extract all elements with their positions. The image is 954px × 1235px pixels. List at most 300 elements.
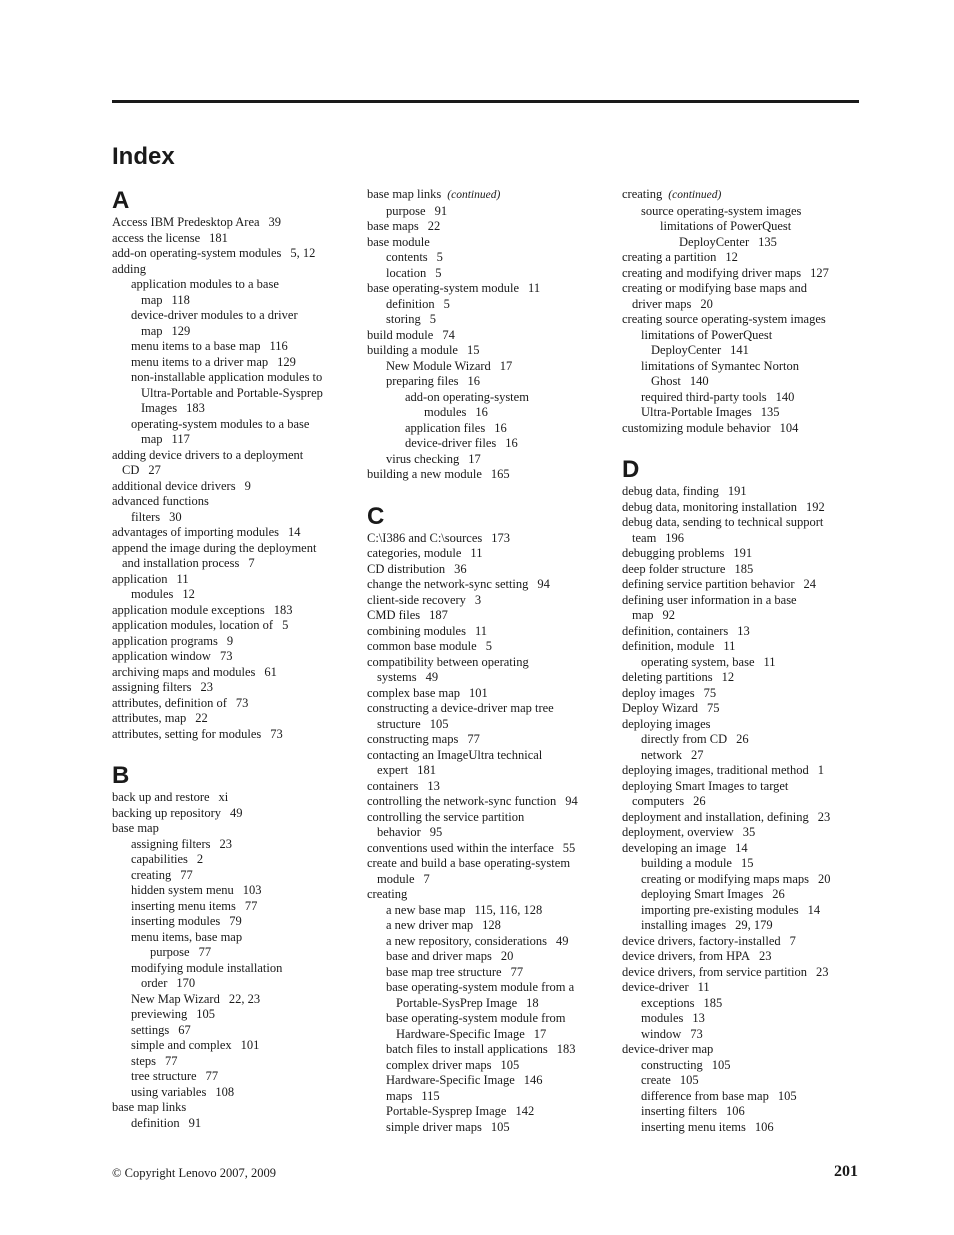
page-reference: 105	[490, 1119, 510, 1134]
index-term: compatibility between operating	[367, 654, 529, 669]
index-entry	[112, 899, 352, 915]
page-reference: 23	[817, 809, 831, 824]
index-term: capabilities	[131, 852, 188, 866]
page-reference: 23	[200, 680, 214, 694]
index-entry	[622, 1011, 862, 1027]
index-entry	[367, 1011, 607, 1027]
page-reference: 16	[494, 420, 507, 435]
index-term: advantages of importing modules	[112, 525, 279, 539]
section-letter: C	[367, 502, 385, 530]
index-term: Portable-Sysprep Image	[386, 1104, 507, 1118]
index-entry	[622, 235, 862, 251]
page-reference: 35	[742, 825, 756, 839]
index-entry	[367, 562, 607, 578]
index-term: creating	[131, 867, 172, 882]
page-reference: 73	[235, 695, 249, 710]
page-reference: 27	[690, 747, 704, 762]
index-entry	[367, 996, 607, 1012]
index-entry	[112, 883, 352, 899]
index-term: deploy images	[622, 685, 695, 700]
index-term: device-driver files	[405, 436, 497, 450]
index-term: steps	[131, 1053, 156, 1068]
index-entry	[367, 452, 607, 468]
index-term: developing an image	[622, 840, 727, 855]
index-entry	[622, 390, 862, 406]
index-term: Images	[141, 401, 178, 415]
index-term: complex base map	[367, 685, 461, 700]
page-number: 201	[834, 1163, 858, 1180]
page-reference: 115, 116, 128	[474, 902, 543, 917]
index-term: build module	[367, 327, 434, 342]
index-term: combining modules	[367, 623, 466, 638]
index-term: add-on operating-system	[405, 389, 529, 404]
page-reference: 128	[482, 918, 501, 932]
page-reference: 23	[816, 964, 829, 979]
page-reference: 17	[533, 1026, 547, 1041]
index-entry	[367, 577, 607, 593]
index-entry	[367, 359, 607, 375]
index-term: creating or modifying maps maps	[641, 871, 810, 886]
index-entry	[622, 732, 862, 748]
index-entry	[112, 215, 352, 231]
index-entry	[112, 1054, 352, 1070]
index-entry	[367, 436, 607, 452]
index-term: base map links	[112, 1100, 187, 1114]
index-term: building a module	[641, 856, 732, 870]
index-term: back up and restore	[112, 790, 210, 804]
index-entry	[367, 918, 607, 934]
index-term: application modules to a base	[131, 277, 279, 291]
index-entry	[112, 976, 352, 992]
index-entry	[112, 308, 352, 324]
copyright-notice: © Copyright Lenovo 2007, 2009	[112, 1166, 277, 1180]
page-reference: 118	[171, 292, 190, 307]
index-term: menu items to a driver map	[131, 354, 269, 369]
index-entry	[367, 204, 607, 220]
index-entry	[112, 1038, 352, 1054]
page-reference: 55	[562, 840, 576, 855]
index-entry	[112, 262, 352, 278]
index-entry	[112, 868, 352, 884]
index-entry	[367, 903, 607, 919]
index-term: backing up repository	[112, 805, 222, 820]
page-reference: 91	[188, 1115, 202, 1130]
index-entry	[367, 887, 607, 903]
page-reference: 23	[759, 949, 772, 963]
index-entry	[112, 355, 352, 371]
page-reference: 13	[737, 623, 750, 638]
page-reference: 17	[468, 451, 481, 466]
index-entry	[367, 390, 607, 406]
page-reference: 12	[725, 250, 738, 264]
index-term: preparing files	[386, 374, 459, 388]
index-term: simple and complex	[131, 1038, 232, 1052]
page-reference: 77	[180, 867, 193, 882]
index-term: a new repository, considerations	[386, 933, 547, 948]
page-reference: 94	[565, 794, 578, 808]
page-reference: 77	[244, 898, 258, 913]
index-term: creating	[367, 887, 408, 901]
page-reference: 140	[775, 389, 795, 404]
page-reference: 13	[692, 1011, 705, 1025]
index-term: contents	[386, 250, 428, 264]
index-entry	[112, 696, 352, 712]
page-reference: 49	[230, 805, 243, 820]
index-term: behavior	[377, 825, 421, 839]
index-entry	[622, 405, 862, 421]
index-term: filters	[131, 509, 161, 524]
page-reference: 92	[662, 608, 676, 622]
index-entry	[367, 655, 607, 671]
index-entry	[112, 556, 352, 572]
page-reference: 5	[429, 312, 436, 326]
index-term: deploying Smart Images to target	[622, 778, 789, 793]
index-entry	[112, 386, 352, 402]
index-entry	[622, 312, 862, 328]
page-title: Index	[112, 143, 175, 170]
index-entry	[622, 250, 862, 266]
index-term: Portable-SysPrep Image	[396, 995, 518, 1010]
index-term: limitations of PowerQuest	[660, 219, 792, 233]
index-entry	[622, 996, 862, 1012]
index-entry	[112, 572, 352, 588]
page-reference: 30	[169, 509, 182, 524]
index-term: storing	[386, 312, 421, 326]
index-term: base map links	[367, 187, 442, 201]
index-term: application module exceptions	[112, 602, 265, 617]
page-reference: 181	[209, 230, 228, 245]
index-term: a new base map	[386, 902, 466, 917]
index-term: purpose	[150, 945, 190, 959]
index-entry	[112, 401, 352, 417]
page-reference: 117	[171, 432, 190, 446]
page-reference: 11	[528, 281, 541, 295]
index-term: base module	[367, 234, 430, 249]
index-term: network	[641, 747, 682, 762]
page-reference: 39	[268, 215, 282, 229]
page-reference: 79	[229, 914, 242, 928]
index-entry	[622, 1120, 862, 1136]
index-entry	[112, 603, 352, 619]
page-reference: 129	[171, 323, 191, 338]
index-term: adding device drivers to a deployment	[112, 447, 304, 462]
index-entry	[622, 872, 862, 888]
index-entry	[622, 204, 862, 220]
index-term: module	[377, 871, 415, 886]
index-term: base maps	[367, 219, 419, 233]
page-reference: 77	[198, 945, 212, 959]
index-term: application files	[405, 420, 486, 435]
index-entry	[112, 463, 352, 479]
page-reference: 129	[277, 354, 296, 369]
index-term: Deploy Wizard	[622, 701, 698, 715]
section-gap	[112, 742, 352, 762]
index-term: deep folder structure	[622, 561, 726, 576]
index-term: client-side recovery	[367, 592, 466, 607]
page-reference: 95	[429, 825, 443, 839]
index-term: menu items to a base map	[131, 339, 261, 353]
page-reference: 26	[736, 732, 749, 746]
page-reference: 106	[754, 1119, 774, 1134]
index-term: base operating-system module	[367, 281, 520, 295]
index-term: assigning filters	[112, 680, 192, 694]
index-term: order	[141, 976, 168, 990]
index-entry	[367, 794, 607, 810]
index-term: device-driver modules to a driver	[131, 308, 298, 322]
index-term: inserting filters	[641, 1104, 718, 1118]
index-entry	[622, 1073, 862, 1089]
index-term: batch files to install applications	[386, 1042, 548, 1056]
page-reference: 15	[466, 343, 480, 357]
continued-label: (continued)	[447, 189, 501, 201]
page-reference: 17	[499, 358, 513, 373]
index-entry	[112, 1069, 352, 1085]
index-entry	[367, 1058, 607, 1074]
page-reference: 18	[526, 995, 539, 1010]
page-reference: 191	[733, 546, 753, 560]
page-reference: 116	[269, 339, 288, 353]
index-entry	[622, 297, 862, 313]
index-entry	[112, 432, 352, 448]
index-entry	[367, 1042, 607, 1058]
index-entry	[367, 670, 607, 686]
page-reference: 5	[443, 296, 450, 311]
index-entry	[112, 711, 352, 727]
index-term: Hardware-Specific Image	[396, 1026, 525, 1041]
page-reference: 67	[178, 1022, 191, 1037]
index-term: inserting menu items	[131, 898, 236, 913]
index-term: add-on operating-system modules	[112, 246, 282, 260]
index-entry	[622, 546, 862, 562]
index-term: access the license	[112, 230, 201, 245]
index-entry	[367, 779, 607, 795]
page-reference: 75	[706, 701, 720, 715]
index-entry	[367, 266, 607, 282]
index-entry	[367, 250, 607, 266]
page-reference: 16	[505, 436, 518, 450]
index-term: driver maps	[632, 296, 692, 311]
index-term: modules	[131, 587, 174, 601]
index-term: adding	[112, 261, 147, 276]
index-entry	[622, 918, 862, 934]
index-entry	[622, 903, 862, 919]
index-entry	[367, 405, 607, 421]
index-entry	[112, 852, 352, 868]
page-reference: 7	[789, 933, 796, 948]
index-term: constructing a device-driver map tree	[367, 701, 554, 715]
page-reference: 94	[537, 577, 550, 591]
page-reference: 103	[242, 883, 262, 897]
page-reference: 73	[690, 1026, 703, 1041]
page-reference: 105	[777, 1088, 797, 1103]
index-entry	[112, 1023, 352, 1039]
index-term: importing pre-existing modules	[641, 902, 799, 917]
page-reference: 165	[490, 467, 510, 481]
page-reference: 49	[425, 670, 439, 684]
index-entry	[367, 235, 607, 251]
index-entry	[367, 531, 607, 547]
index-term: maps	[386, 1088, 413, 1103]
index-term: non-installable application modules to	[131, 370, 323, 384]
page-reference: 183	[273, 602, 293, 617]
page-reference: 108	[215, 1084, 235, 1099]
index-term: categories, module	[367, 546, 462, 560]
page-reference: 181	[417, 763, 436, 777]
index-entry	[622, 515, 862, 531]
top-rule	[112, 100, 859, 103]
index-term: debugging problems	[622, 546, 725, 560]
index-term: deploying Smart Images	[641, 887, 764, 901]
page-reference: 127	[810, 265, 829, 280]
index-term: attributes, map	[112, 711, 187, 725]
index-term: simple driver maps	[386, 1119, 482, 1134]
index-term: deleting partitions	[622, 670, 713, 684]
page-reference: 183	[556, 1042, 576, 1056]
page-reference: 9	[244, 478, 251, 493]
index-entry	[367, 312, 607, 328]
index-entry	[622, 187, 862, 204]
index-entry	[112, 992, 352, 1008]
index-entry	[112, 494, 352, 510]
index-term: assigning filters	[131, 836, 211, 851]
page-reference: 16	[467, 374, 481, 388]
index-term: base operating-system module from	[386, 1011, 566, 1025]
index-entry	[367, 717, 607, 733]
page-reference: 77	[467, 732, 480, 746]
page-reference: 20	[700, 296, 713, 311]
index-entry	[622, 593, 862, 609]
index-entry	[367, 965, 607, 981]
page-reference: 36	[454, 561, 467, 576]
page-reference: 187	[429, 608, 448, 622]
index-term: customizing module behavior	[622, 420, 771, 435]
index-term: New Module Wizard	[386, 358, 491, 373]
index-term: CD	[122, 463, 140, 477]
index-entry	[367, 1027, 607, 1043]
index-entry	[112, 649, 352, 665]
index-term: complex driver maps	[386, 1057, 492, 1072]
index-entry	[112, 370, 352, 386]
index-term: deployment and installation, defining	[622, 809, 809, 824]
page-reference: 15	[740, 856, 754, 870]
index-entry	[367, 546, 607, 562]
page-reference: 183	[186, 401, 205, 415]
index-entry	[112, 510, 352, 526]
index-entry	[367, 1104, 607, 1120]
index-term: window	[641, 1026, 682, 1041]
page-reference: 5	[282, 618, 289, 632]
page-reference: 49	[555, 933, 569, 948]
page-reference: 22, 23	[228, 991, 261, 1006]
index-term: location	[386, 265, 427, 280]
page-reference: 12	[182, 587, 195, 601]
index-entry	[622, 655, 862, 671]
index-term: constructing maps	[367, 732, 459, 746]
index-entry	[622, 841, 862, 857]
index-term: deploying images, traditional method	[622, 763, 809, 777]
page-reference: 192	[805, 499, 825, 514]
section-letter: D	[622, 456, 640, 483]
index-term: menu items, base map	[131, 929, 243, 944]
page-reference: 170	[176, 976, 196, 990]
page-reference: 3	[474, 592, 482, 607]
index-entry	[622, 266, 862, 282]
page-reference: 105	[711, 1057, 731, 1072]
page-reference: 105	[196, 1007, 215, 1021]
index-entry	[112, 525, 352, 541]
index-term: archiving maps and modules	[112, 664, 256, 679]
page-reference: 5	[485, 639, 492, 653]
index-term: change the network-sync setting	[367, 577, 529, 591]
index-entry	[367, 1120, 607, 1136]
index-entry	[622, 562, 862, 578]
page-reference: 141	[730, 343, 749, 357]
index-term: device drivers, factory-installed	[622, 933, 781, 948]
index-term: definition	[386, 296, 435, 311]
index-term: deploying images	[622, 716, 711, 731]
index-term: application	[112, 571, 168, 586]
index-entry	[112, 790, 352, 806]
index-term: CMD files	[367, 608, 421, 622]
index-term: New Map Wizard	[131, 991, 220, 1006]
index-entry	[367, 841, 607, 857]
page-reference: 73	[219, 649, 233, 663]
index-entry	[622, 484, 862, 500]
index-entry	[367, 980, 607, 996]
index-term: a new driver map	[386, 918, 474, 932]
page-reference: 14	[735, 840, 748, 855]
index-term: base operating-system module from a	[386, 980, 575, 994]
index-entry	[112, 417, 352, 433]
section-letter: A	[112, 187, 130, 214]
page-reference: 104	[779, 420, 799, 435]
index-term: attributes, definition of	[112, 695, 227, 710]
index-column-3	[622, 187, 862, 1135]
page-reference: 115	[421, 1088, 440, 1103]
index-entry	[367, 281, 607, 297]
index-entry	[622, 219, 862, 235]
index-entry	[367, 624, 607, 640]
index-entry	[622, 856, 862, 872]
page-reference: 185	[734, 561, 754, 576]
index-term: defining service partition behavior	[622, 577, 795, 591]
index-entry	[367, 328, 607, 344]
page-reference: 1	[817, 763, 825, 777]
page-reference: 20	[818, 871, 831, 886]
index-term: definition, containers	[622, 623, 729, 638]
index-term: debug data, sending to technical support	[622, 515, 824, 529]
index-entry	[367, 608, 607, 624]
index-term: Ultra-Portable and Portable-Sysprep	[141, 385, 323, 400]
page-reference: 142	[515, 1104, 535, 1118]
index-term: application modules, location of	[112, 618, 274, 632]
index-entry	[622, 980, 862, 996]
index-term: difference from base map	[641, 1088, 769, 1103]
page-reference: 5, 12	[290, 246, 316, 260]
section-letter: B	[112, 762, 130, 789]
index-term: definition, module	[622, 639, 715, 653]
page-reference: 5	[436, 250, 443, 264]
index-entry	[622, 343, 862, 359]
page-reference: 14	[287, 525, 301, 539]
page-reference: 191	[727, 484, 747, 498]
index-entry	[367, 748, 607, 764]
index-entry	[112, 587, 352, 603]
index-entry	[367, 593, 607, 609]
index-entry	[367, 732, 607, 748]
index-term: required third-party tools	[641, 389, 767, 404]
index-entry	[622, 281, 862, 297]
